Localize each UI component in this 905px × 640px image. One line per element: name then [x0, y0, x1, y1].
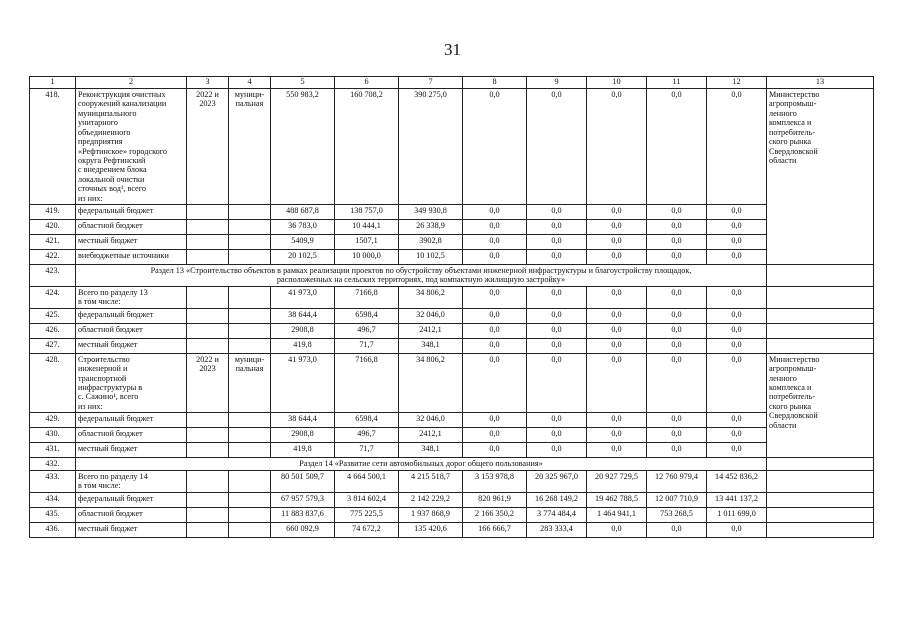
table-cell: 390 275,0	[399, 89, 463, 205]
table-cell: 0,0	[707, 443, 767, 458]
row-number: 434.	[30, 492, 76, 507]
table-cell: 0,0	[527, 338, 587, 353]
table-cell: 4 664 500,1	[335, 470, 399, 492]
table-cell	[229, 470, 271, 492]
row-number: 426.	[30, 323, 76, 338]
table-cell: 0,0	[463, 428, 527, 443]
column-header: 5	[271, 77, 335, 89]
table-row	[30, 338, 874, 353]
column-header: 11	[647, 77, 707, 89]
table-cell: 41 973,0	[271, 286, 335, 308]
table-row	[30, 522, 874, 537]
table-cell	[187, 522, 229, 537]
table-cell: 6598,4	[335, 413, 399, 428]
table-cell: 166 666,7	[463, 522, 527, 537]
row-number: 431.	[30, 443, 76, 458]
column-header: 7	[399, 77, 463, 89]
row-number: 432.	[30, 458, 76, 470]
table-cell: 0,0	[647, 353, 707, 413]
responsible-body	[767, 507, 874, 522]
table-cell: 34 806,2	[399, 286, 463, 308]
table-cell: 12 760 979,4	[647, 470, 707, 492]
table-row	[30, 250, 874, 265]
table-cell: 0,0	[463, 413, 527, 428]
table-cell: 10 000,0	[335, 250, 399, 265]
table-cell: 283 333,4	[527, 522, 587, 537]
table-cell	[229, 323, 271, 338]
table-cell: 10 102,5	[399, 250, 463, 265]
row-number: 421.	[30, 235, 76, 250]
table-cell: 0,0	[587, 338, 647, 353]
table-cell: 0,0	[707, 522, 767, 537]
table-cell: 20 325 967,0	[527, 470, 587, 492]
table-cell	[187, 235, 229, 250]
responsible-body: Министерство агропромыш- ленного комплекса и потребитель- ского рынка Свердловской области	[767, 89, 874, 265]
table-cell: 496,7	[335, 323, 399, 338]
table-row	[30, 235, 874, 250]
table-row	[30, 265, 874, 287]
table-cell: 0,0	[527, 443, 587, 458]
table-cell: 2022 и 2023	[187, 89, 229, 205]
table-cell: 14 452 836,2	[707, 470, 767, 492]
table-cell	[187, 428, 229, 443]
table-cell: 0,0	[587, 428, 647, 443]
responsible-body	[767, 492, 874, 507]
table-cell	[187, 492, 229, 507]
table-cell: 0,0	[463, 338, 527, 353]
row-number: 423.	[30, 265, 76, 287]
table-cell: 0,0	[647, 413, 707, 428]
table-cell: 71,7	[335, 443, 399, 458]
table-cell: 0,0	[707, 89, 767, 205]
table-cell	[229, 205, 271, 220]
table-cell: 38 644,4	[271, 308, 335, 323]
table-cell: 2022 и 2023	[187, 353, 229, 413]
table-cell: 348,1	[399, 338, 463, 353]
table-row	[30, 286, 874, 308]
table-row	[30, 308, 874, 323]
table-cell: 0,0	[527, 353, 587, 413]
table-cell: 1 011 699,0	[707, 507, 767, 522]
table-cell: 0,0	[707, 250, 767, 265]
row-number: 427.	[30, 338, 76, 353]
table-cell: 0,0	[647, 220, 707, 235]
table-cell: 0,0	[647, 235, 707, 250]
row-number: 428.	[30, 353, 76, 413]
section-title: Раздел 13 «Строительство объектов в рамках реализации проектов по обустройству объектами инженерной инфраструктуры и благоустройству площадок, расположенных на сельских территориях, под компактную жилищную застройку»	[76, 265, 767, 287]
table-cell: 11 883 837,6	[271, 507, 335, 522]
table-cell: 38 644,4	[271, 413, 335, 428]
table-cell	[229, 308, 271, 323]
column-header: 12	[707, 77, 767, 89]
responsible-body	[767, 323, 874, 338]
table-row	[30, 89, 874, 205]
row-label: федеральный бюджет	[76, 308, 187, 323]
table-cell	[229, 413, 271, 428]
table-cell: 12 007 710,9	[647, 492, 707, 507]
table-cell	[767, 265, 874, 287]
table-cell	[187, 323, 229, 338]
table-cell: 0,0	[463, 235, 527, 250]
table-row	[30, 507, 874, 522]
row-label: федеральный бюджет	[76, 413, 187, 428]
table-cell: 2908,8	[271, 428, 335, 443]
table-row	[30, 220, 874, 235]
table-cell	[229, 338, 271, 353]
table-cell: 1 937 868,9	[399, 507, 463, 522]
table-cell: 26 338,9	[399, 220, 463, 235]
table-cell: 6598,4	[335, 308, 399, 323]
table-row	[30, 492, 874, 507]
column-header: 2	[76, 77, 187, 89]
table-cell: 550 983,2	[271, 89, 335, 205]
table-cell: 0,0	[707, 308, 767, 323]
table-cell: 4 215 518,7	[399, 470, 463, 492]
row-label: Реконструкция очистных сооружений канализации муниципального унитарного объединенного предприятия «Рефтинское» городского округа Рефтинский с внедрением блока локальной очистки сточных вод¹, всего из них:	[76, 89, 187, 205]
table-cell	[229, 428, 271, 443]
table-cell: 2 166 350,2	[463, 507, 527, 522]
table-cell	[229, 522, 271, 537]
column-header: 10	[587, 77, 647, 89]
table-cell: 0,0	[463, 323, 527, 338]
table-cell: 0,0	[647, 308, 707, 323]
column-header: 1	[30, 77, 76, 89]
row-number: 436.	[30, 522, 76, 537]
table-cell: 32 046,0	[399, 308, 463, 323]
table-cell: 0,0	[587, 205, 647, 220]
row-number: 430.	[30, 428, 76, 443]
table-cell	[187, 470, 229, 492]
table-cell	[229, 492, 271, 507]
table-cell: 20 102,5	[271, 250, 335, 265]
row-label: федеральный бюджет	[76, 205, 187, 220]
row-number: 435.	[30, 507, 76, 522]
table-cell	[187, 338, 229, 353]
row-number: 424.	[30, 286, 76, 308]
table-cell: 2412,1	[399, 323, 463, 338]
table-cell: 10 444,1	[335, 220, 399, 235]
table-cell: 753 268,5	[647, 507, 707, 522]
row-number: 429.	[30, 413, 76, 428]
table-cell: 0,0	[647, 250, 707, 265]
table-cell: 74 672,2	[335, 522, 399, 537]
row-label: федеральный бюджет	[76, 492, 187, 507]
row-number: 422.	[30, 250, 76, 265]
row-number: 419.	[30, 205, 76, 220]
table-cell: 34 806,2	[399, 353, 463, 413]
table-cell: 80 501 509,7	[271, 470, 335, 492]
table-cell	[767, 458, 874, 470]
table-cell: 0,0	[527, 286, 587, 308]
table-cell: 349 930,8	[399, 205, 463, 220]
table-cell	[229, 443, 271, 458]
table-cell: 135 420,6	[399, 522, 463, 537]
row-label: местный бюджет	[76, 522, 187, 537]
table-cell: 20 927 729,5	[587, 470, 647, 492]
table-cell: 0,0	[707, 235, 767, 250]
table-row	[30, 470, 874, 492]
table-cell: 0,0	[527, 235, 587, 250]
table-cell: 36 783,0	[271, 220, 335, 235]
table-cell: 0,0	[707, 428, 767, 443]
row-label: Строительство инженерной и транспортной инфраструктуры в с. Сажино¹, всего из них:	[76, 353, 187, 413]
row-label: областной бюджет	[76, 507, 187, 522]
table-cell: 138 757,0	[335, 205, 399, 220]
table-cell: 7166,8	[335, 286, 399, 308]
budget-table	[29, 76, 874, 538]
table-cell: 2412,1	[399, 428, 463, 443]
table-cell: 0,0	[587, 89, 647, 205]
column-header: 4	[229, 77, 271, 89]
table-cell: 41 973,0	[271, 353, 335, 413]
row-label: местный бюджет	[76, 443, 187, 458]
table-cell: 820 961,9	[463, 492, 527, 507]
table-cell: 488 687,8	[271, 205, 335, 220]
table-cell: 13 441 137,2	[707, 492, 767, 507]
table-cell: 0,0	[707, 323, 767, 338]
row-number: 418.	[30, 89, 76, 205]
table-cell: 496,7	[335, 428, 399, 443]
table-cell: муници- пальная	[229, 89, 271, 205]
table-cell	[187, 205, 229, 220]
responsible-body	[767, 286, 874, 308]
table-cell: 1 464 941,1	[587, 507, 647, 522]
table-cell: 0,0	[527, 220, 587, 235]
table-cell: 0,0	[587, 413, 647, 428]
table-cell: 2 142 229,2	[399, 492, 463, 507]
section-title: Раздел 14 «Развитие сети автомобильных дорог общего пользования»	[76, 458, 767, 470]
table-cell: 0,0	[707, 205, 767, 220]
table-cell: 0,0	[527, 308, 587, 323]
table-cell: 3 774 484,4	[527, 507, 587, 522]
table-cell: 0,0	[647, 205, 707, 220]
table-cell: 67 957 579,3	[271, 492, 335, 507]
table-row	[30, 413, 874, 428]
table-cell: 0,0	[647, 286, 707, 308]
table-cell: 0,0	[647, 338, 707, 353]
row-label: областной бюджет	[76, 323, 187, 338]
column-header: 6	[335, 77, 399, 89]
table-cell	[187, 507, 229, 522]
table-cell: 0,0	[647, 522, 707, 537]
table-cell: 0,0	[527, 250, 587, 265]
row-label: Всего по разделу 13 в том числе:	[76, 286, 187, 308]
table-cell	[187, 413, 229, 428]
table-cell: 0,0	[463, 353, 527, 413]
table-cell	[187, 443, 229, 458]
table-cell	[187, 250, 229, 265]
row-label: областной бюджет	[76, 220, 187, 235]
table-cell: 3 153 978,8	[463, 470, 527, 492]
row-number: 433.	[30, 470, 76, 492]
table-cell	[187, 286, 229, 308]
table-cell: 32 046,0	[399, 413, 463, 428]
table-cell: 5409,9	[271, 235, 335, 250]
table-cell: 0,0	[707, 353, 767, 413]
row-label: местный бюджет	[76, 235, 187, 250]
table-cell: 0,0	[707, 413, 767, 428]
column-header: 13	[767, 77, 874, 89]
table-cell: 0,0	[587, 443, 647, 458]
table-cell: 0,0	[647, 323, 707, 338]
table-cell: 16 268 149,2	[527, 492, 587, 507]
table-cell: 0,0	[707, 220, 767, 235]
table-cell: 0,0	[587, 250, 647, 265]
table-row	[30, 323, 874, 338]
table-cell: 0,0	[527, 323, 587, 338]
table-cell	[187, 220, 229, 235]
table-cell: 0,0	[707, 338, 767, 353]
table-cell: 0,0	[587, 353, 647, 413]
table-cell	[229, 235, 271, 250]
table-cell: муници- пальная	[229, 353, 271, 413]
table-cell: 0,0	[707, 286, 767, 308]
table-cell: 3 814 602,4	[335, 492, 399, 507]
responsible-body	[767, 470, 874, 492]
table-cell: 160 708,2	[335, 89, 399, 205]
table-cell: 0,0	[647, 428, 707, 443]
page-number: 31	[444, 40, 461, 59]
table-cell: 0,0	[647, 89, 707, 205]
row-label: местный бюджет	[76, 338, 187, 353]
row-number: 420.	[30, 220, 76, 235]
table-cell: 0,0	[527, 89, 587, 205]
table-cell: 0,0	[463, 308, 527, 323]
table-cell: 0,0	[647, 443, 707, 458]
row-number: 425.	[30, 308, 76, 323]
table-cell	[187, 308, 229, 323]
table-cell	[229, 220, 271, 235]
table-cell: 0,0	[463, 250, 527, 265]
row-label: внебюджетные источники	[76, 250, 187, 265]
table-cell: 0,0	[587, 220, 647, 235]
table-cell: 0,0	[527, 205, 587, 220]
table-cell: 419,8	[271, 443, 335, 458]
table-cell: 0,0	[587, 286, 647, 308]
row-label: Всего по разделу 14 в том числе:	[76, 470, 187, 492]
table-cell: 0,0	[463, 205, 527, 220]
table-cell: 71,7	[335, 338, 399, 353]
responsible-body	[767, 522, 874, 537]
column-header: 3	[187, 77, 229, 89]
header-row	[30, 77, 874, 89]
responsible-body	[767, 338, 874, 353]
table-cell	[229, 286, 271, 308]
table-cell: 7166,8	[335, 353, 399, 413]
column-header: 8	[463, 77, 527, 89]
table-row	[30, 458, 874, 470]
table-cell: 775 225,5	[335, 507, 399, 522]
table-row	[30, 205, 874, 220]
table-cell: 0,0	[587, 235, 647, 250]
row-label: областной бюджет	[76, 428, 187, 443]
table-cell: 19 462 788,5	[587, 492, 647, 507]
responsible-body: Министерство агропромыш- ленного комплекса и потребитель- ского рынка Свердловской области	[767, 353, 874, 458]
table-cell: 348,1	[399, 443, 463, 458]
table-cell: 0,0	[587, 522, 647, 537]
table-cell: 0,0	[463, 89, 527, 205]
responsible-body	[767, 308, 874, 323]
table-cell: 0,0	[527, 413, 587, 428]
table-cell	[229, 507, 271, 522]
table-cell: 2908,8	[271, 323, 335, 338]
table-cell: 0,0	[463, 286, 527, 308]
table-row	[30, 443, 874, 458]
table-cell: 419,8	[271, 338, 335, 353]
table-cell: 0,0	[587, 323, 647, 338]
column-header: 9	[527, 77, 587, 89]
table-cell: 660 092,9	[271, 522, 335, 537]
table-row	[30, 353, 874, 413]
table-cell: 0,0	[463, 220, 527, 235]
table-cell: 0,0	[463, 443, 527, 458]
table-cell: 3902,8	[399, 235, 463, 250]
table-cell	[229, 250, 271, 265]
table-cell: 0,0	[587, 308, 647, 323]
table-row	[30, 428, 874, 443]
table-cell: 0,0	[527, 428, 587, 443]
table-cell: 1507,1	[335, 235, 399, 250]
